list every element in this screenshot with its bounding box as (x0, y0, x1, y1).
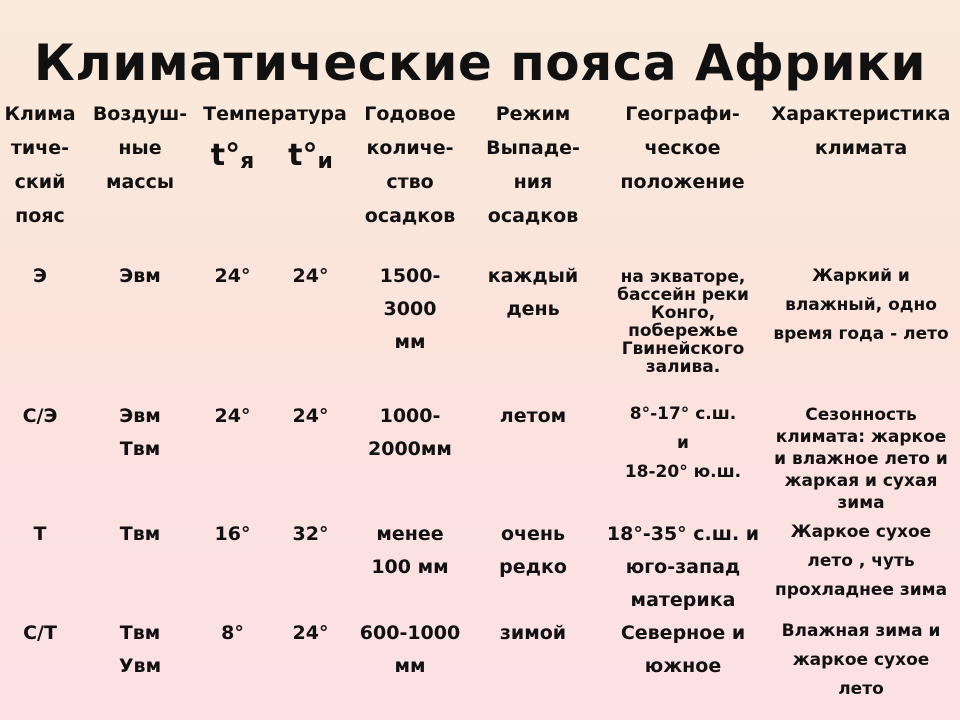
row-e-precip: 1500- 3000 мм (379, 265, 441, 353)
header-temperature: Температура (203, 103, 347, 125)
row-st-t-jul: 24° (292, 622, 329, 644)
row-e-air: Эвм (119, 265, 161, 287)
row-t-t-jan: 16° (214, 523, 251, 545)
row-st-climate: Влажная зима и жаркое сухое лето (781, 621, 941, 699)
row-se-climate: Сезонность климата: жаркое и влажное лето и жаркая и сухая зима (774, 405, 948, 513)
header-climate: Характеристика климата (771, 103, 951, 159)
header-geo: Географи- ческое положение (620, 103, 745, 193)
row-se-t-jan: 24° (214, 405, 251, 427)
row-e-t-jul: 24° (292, 265, 329, 287)
row-e-climate: Жаркий и влажный, одно время года - лето (773, 266, 949, 344)
header-precip: Годовое количе- ство осадков (364, 103, 456, 227)
row-se-regime: летом (499, 405, 567, 427)
row-t-climate: Жаркое сухое лето , чуть прохладнее зима (774, 522, 948, 600)
header-air-masses: Воздуш- ные массы (92, 103, 188, 193)
row-se-t-jul: 24° (292, 405, 329, 427)
page-title: Климатические пояса Африки (33, 34, 927, 92)
header-belt: Клима тиче- ский пояс (4, 103, 76, 227)
row-t-geo: 18°-35° с.ш. и юго-запад материка (606, 523, 760, 611)
row-se-geo: 8°-17° с.ш. и 18-20° ю.ш. (624, 404, 742, 482)
row-st-belt: С/Т (23, 622, 57, 644)
row-t-belt: Т (33, 523, 47, 545)
row-se-air: Эвм Твм (119, 405, 161, 460)
row-st-regime: зимой (499, 622, 567, 644)
header-t-jul: $t^\circ_и$ (288, 138, 333, 174)
row-st-geo: Северное и южное (620, 622, 746, 677)
row-st-air: Твм Увм (118, 622, 162, 677)
row-se-belt: С/Э (22, 405, 58, 427)
row-t-t-jul: 32° (292, 523, 329, 545)
row-se-precip: 1000- 2000мм (368, 405, 452, 460)
header-t-jan: $t^\circ_я$ (210, 138, 255, 174)
row-e-t-jan: 24° (214, 265, 251, 287)
row-t-air: Твм (119, 523, 161, 545)
row-t-regime: очень редко (499, 523, 567, 578)
row-e-regime: каждый день (487, 265, 579, 320)
row-st-t-jan: 8° (221, 622, 244, 644)
row-e-belt: Э (33, 265, 47, 287)
row-st-precip: 600-1000 мм (359, 622, 461, 677)
row-e-geo: на экваторе, бассейн реки Конго, побережье Гвинейского залива. (617, 267, 749, 377)
header-regime: Режим Выпаде- ния осадков (486, 103, 580, 227)
row-t-precip: менее 100 мм (371, 523, 449, 578)
